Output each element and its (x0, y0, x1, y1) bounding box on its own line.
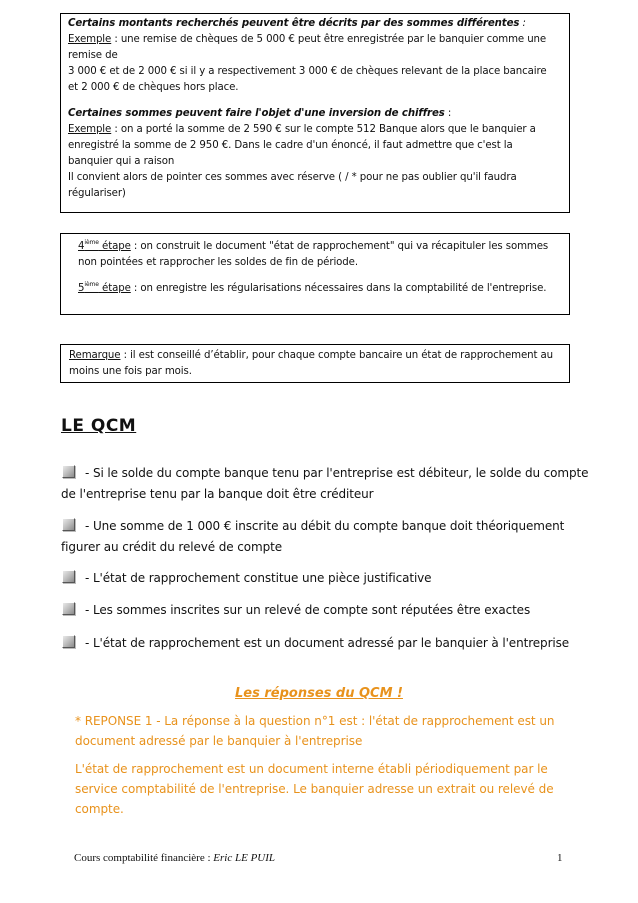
step-4-line2: non pointées et rapprocher les soldes de fin de période. (78, 257, 358, 268)
footer-author: Eric LE PUIL (213, 852, 276, 864)
qcm-question-2: - Une somme de 1 000 € inscrite au débit du compte banque doit théoriquement figurer au crédit du relevé de compte (61, 519, 565, 554)
step-4: 4ième étape : on construit le document "état de rapprochement" qui va récapituler les sommes (78, 239, 549, 252)
answer-1: * REPONSE 1 - La réponse à la question n°1 est : l'état de rapprochement est un document adressé par le banquier à l'entreprise (75, 714, 555, 748)
remark-line1: Remarque : il est conseillé d’établir, pour chaque compte bancaire un état de rapprochement au (69, 350, 554, 361)
box1-example-1: Exemple : une remise de chèques de 5 000 € peut être enregistrée par le banquier comme une (68, 34, 547, 45)
box1-heading-1: Certains montants recherchés peuvent être décrits par des sommes différentes : (68, 18, 526, 29)
box1-example-2: Exemple : on a porté la somme de 2 590 € sur le compte 512 Banque alors que le banquier a (68, 124, 536, 135)
box1-heading-2: Certaines sommes peuvent faire l'objet d'une inversion de chiffres : (68, 108, 452, 119)
checkbox-icon[interactable] (62, 635, 75, 648)
spacer (78, 271, 569, 281)
info-box-steps (60, 233, 570, 315)
checkbox-icon[interactable] (62, 570, 75, 583)
qcm-question-4: - Les sommes inscrites sur un relevé de compte sont réputées être exactes (61, 600, 606, 621)
box1-example-1b: remise de (68, 50, 118, 61)
checkbox-icon[interactable] (62, 602, 75, 615)
answers-title: Les réponses du QCM ! (235, 686, 403, 701)
qcm-title: LE QCM (61, 416, 137, 436)
info-box-amounts (60, 13, 570, 213)
checkbox-icon[interactable] (62, 465, 75, 478)
qcm-question-5: - L'état de rapprochement est un document adressé par le banquier à l'entreprise (61, 633, 606, 654)
step-5: 5ième étape : on enregistre les régularisations nécessaires dans la comptabilité de l'entreprise. (78, 281, 547, 294)
qcm-question-3: - L'état de rapprochement constitue une pièce justificative (61, 568, 606, 589)
box1-example-2c: banquier qui a raison (68, 156, 175, 167)
info-box-remark (60, 344, 570, 383)
spacer (68, 96, 569, 106)
box1-example-1d: et 2 000 € de chèques hors place. (68, 82, 239, 93)
footer-course: Cours comptabilité financière : Eric LE PUIL (74, 852, 276, 864)
remark-line2: moins une fois par mois. (69, 366, 192, 377)
box1-example-1c: 3 000 € et de 2 000 € si il y a respectivement 3 000 € de chèques relevant de la place bancaire (68, 66, 547, 77)
box1-example-2b: enregistré la somme de 2 950 €. Dans le cadre d'un énoncé, il faut admettre que c'est la (68, 140, 513, 151)
page-number: 1 (557, 852, 563, 864)
box1-example-2e: régulariser) (68, 188, 126, 199)
box1-example-2d: Il convient alors de pointer ces sommes avec réserve ( / * pour ne pas oublier qu'il faudra (68, 172, 517, 183)
answer-explanation: L'état de rapprochement est un document interne établi périodiquement par le service comptabilité de l'entreprise. Le banquier adresse un extrait ou relevé de compte. (75, 762, 554, 816)
qcm-question-1: - Si le solde du compte banque tenu par l'entreprise est débiteur, le solde du compte de l'entreprise tenu par la banque doit être créditeur (61, 466, 589, 501)
checkbox-icon[interactable] (62, 518, 75, 531)
